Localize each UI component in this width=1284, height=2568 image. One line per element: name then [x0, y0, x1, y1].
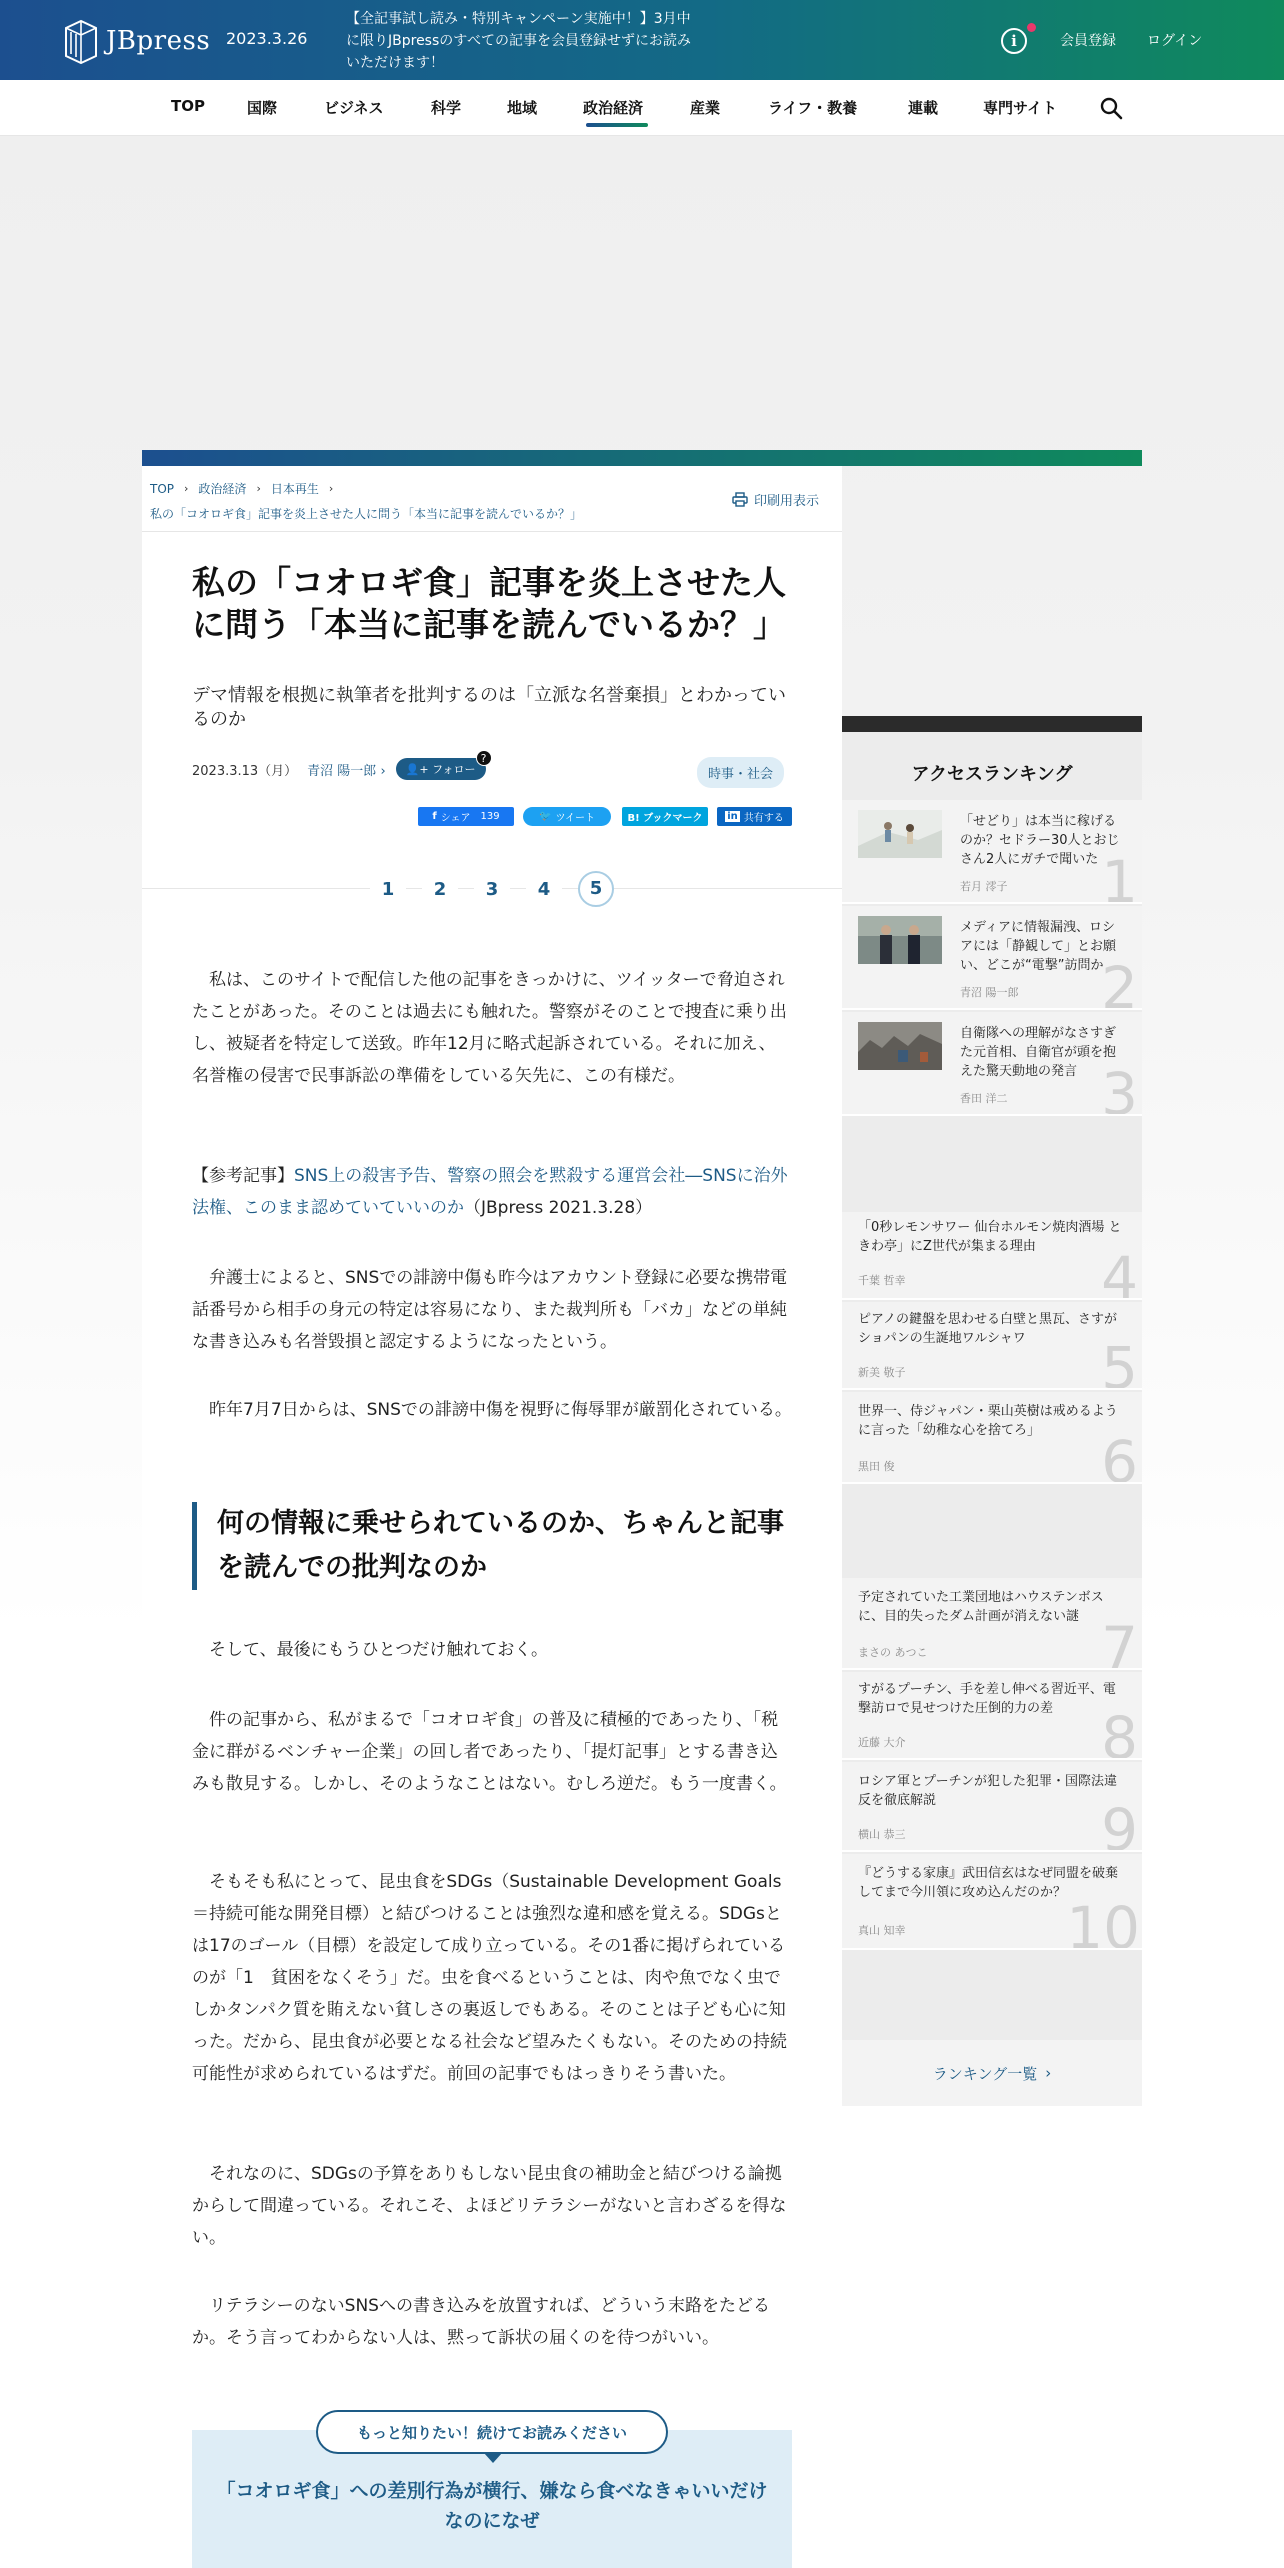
ranking-item-title: 自衛隊への理解がなさすぎた元首相、自衛官が頭を抱えた驚天動地の発言 [960, 1026, 1117, 1079]
thumb-rubble-icon [858, 1022, 942, 1070]
ranking-item-author: 近藤 大介 [858, 1736, 906, 1749]
article-date: 2023.3.13（月） [192, 763, 298, 779]
page-3-link[interactable]: 3 [474, 874, 510, 906]
ranking-item-10[interactable] [842, 1854, 1142, 1950]
article-paragraph: そして、最後にもうひとつだけ触れておく。 [209, 1640, 548, 1660]
ranking-item-author: 千葉 哲幸 [858, 1274, 906, 1287]
breadcrumb-politics-economy[interactable]: 政治経済 [198, 482, 247, 496]
search-icon[interactable] [1099, 96, 1123, 120]
page-1-link[interactable]: 1 [370, 874, 406, 906]
chevron-right-icon: › [1045, 2064, 1052, 2082]
ranking-item-author: 黒田 俊 [858, 1460, 895, 1473]
ranking-list-link[interactable] [842, 2040, 1142, 2106]
twitter-bird-icon: 🐦 [539, 811, 552, 822]
notification-info-icon[interactable]: i [1001, 28, 1027, 54]
print-label: 印刷用表示 [754, 494, 820, 509]
ranking-item-6[interactable] [842, 1392, 1142, 1484]
breadcrumb [150, 480, 333, 497]
page-5-current: 5 [578, 871, 614, 907]
ranking-item-title: ピアノの鍵盤を思わせる白壁と黒瓦、さすがショパンの生誕地ワルシャワ [858, 1312, 1117, 1346]
reference-suffix: （JBpress 2021.3.28） [464, 1198, 653, 1218]
ranking-number: 2 [1101, 954, 1138, 1010]
nav-item-politics-economy[interactable]: 政治経済 [583, 99, 644, 117]
ranking-item-title: メディアに情報漏洩、ロシアには「静観して」とお願い、どこが“電撃”訪問か [960, 920, 1117, 973]
ranking-item-5[interactable] [842, 1302, 1142, 1390]
ranking-item-author: 青沼 陽一郎 [960, 986, 1019, 999]
nav-item-series[interactable]: 連載 [908, 99, 939, 117]
hatena-bookmark-button[interactable]: B! ブックマーク [622, 807, 708, 826]
twitter-share-button[interactable] [523, 807, 611, 826]
ranking-ad-slot [842, 1952, 1142, 2040]
ranking-number: 10 [1066, 1894, 1140, 1950]
header-date: 2023.3.26 [226, 29, 308, 48]
ranking-item-8[interactable] [842, 1672, 1142, 1760]
help-icon[interactable]: ? [476, 750, 492, 766]
ranking-title: アクセスランキング [911, 764, 1073, 785]
nav-item-life[interactable]: ライフ・教養 [768, 99, 858, 117]
nav-item-science[interactable]: 科学 [431, 99, 462, 117]
article-paragraph: 昨年7月7日からは、SNSでの誹謗中傷を視野に侮辱罪が厳罰化されている。 [209, 1400, 792, 1420]
breadcrumb-current[interactable]: 私の「コオロギ食」記事を炎上させた人に問う「本当に記事を読んでいるか？」 [150, 507, 583, 521]
printer-icon [732, 492, 748, 507]
ranking-item-1[interactable] [842, 800, 1142, 904]
ranking-item-3[interactable] [842, 1012, 1142, 1116]
ranking-item-author: 若月 澪子 [960, 880, 1008, 893]
ranking-number: 7 [1101, 1614, 1138, 1670]
reference-paragraph [192, 1160, 792, 1224]
register-link[interactable]: 会員登録 [1060, 33, 1116, 49]
breadcrumb-series[interactable]: 日本再生 [270, 482, 319, 496]
ranking-item-author: 横山 恭三 [858, 1828, 906, 1841]
chevron-right-icon: › [184, 482, 189, 495]
linkedin-share-label: 共有する [743, 813, 784, 824]
facebook-icon: f [432, 811, 437, 822]
ranking-item-2[interactable] [842, 906, 1142, 1010]
caret-down-icon [484, 2453, 502, 2463]
related-article-link[interactable]: 「コオロギ食」への差別行為が横行、嫌なら食べなきゃいいだけなのになぜ [216, 2480, 768, 2532]
nav-item-international[interactable]: 国際 [247, 99, 278, 117]
promo-banner-link[interactable]: 【全記事試し読み・特別キャンペーン実施中！】3月中に限りJBpressのすべての記事を会員登録せずにお読みいただけます！ [346, 11, 691, 71]
ranking-item-author: 新美 敬子 [858, 1366, 906, 1379]
page-4-link[interactable]: 4 [526, 874, 562, 906]
article-paragraph: リテラシーのないSNSへの書き込みを放置すれば、どういう末路をたどるか。そう言ってわからない人は、黙って訴状の届くのを待つがいい。 [192, 2296, 770, 2348]
ranking-number: 5 [1101, 1334, 1138, 1390]
ranking-item-title: 「せどり」は本当に稼げるのか？セドラー30人とおじさん2人にガチで聞いた [960, 814, 1120, 867]
ranking-item-9[interactable] [842, 1762, 1142, 1852]
ranking-list-label: ランキング一覧 [932, 2064, 1038, 2083]
author-link[interactable]: 青沼 陽一郎 › [307, 763, 386, 779]
nav-active-indicator [586, 123, 648, 127]
add-user-icon: 👤+ [405, 763, 433, 776]
notification-badge [1027, 23, 1036, 32]
follow-label: フォロー [432, 763, 476, 776]
ranking-ad-slot [842, 1118, 1142, 1212]
author-name: 青沼 陽一郎 [307, 763, 377, 779]
print-button[interactable] [732, 490, 819, 509]
section-heading: 何の情報に乗せられているのか、ちゃんと記事を読んでの批判なのか [192, 1502, 792, 1590]
chevron-right-icon: › [328, 482, 334, 495]
ranking-ad-slot [842, 1486, 1142, 1578]
facebook-share-label: シェア [440, 813, 471, 824]
ranking-number: 4 [1101, 1244, 1138, 1300]
logo-box-icon [62, 18, 100, 64]
main-nav [0, 80, 1284, 136]
thumb-people-icon [858, 810, 942, 858]
ranking-item-author: 真山 知幸 [858, 1924, 906, 1937]
ranking-item-7[interactable] [842, 1578, 1142, 1670]
breadcrumb-top[interactable]: TOP [150, 481, 175, 496]
article-paragraph: 私は、このサイトで配信した他の記事をきっかけに、ツイッターで脅迫されたことがあった。そのことは過去にも触れた。警察がそのことで捜査に乗り出し、被疑者を特定して送致。昨年12月に略式起訴されている。それに加え、名誉権の侵害で民事訴訟の準備をしている矢先に、この有様だ。 [192, 970, 787, 1086]
linkedin-icon: in [727, 811, 738, 822]
site-logo[interactable] [62, 18, 210, 64]
ranking-number: 6 [1101, 1428, 1138, 1484]
ranking-item-title: 「0秒レモンサワー 仙台ホルモン焼肉酒場 ときわ亭」にZ世代が集まる理由 [858, 1220, 1122, 1254]
linkedin-share-button[interactable] [717, 807, 792, 826]
facebook-share-count: 139 [480, 811, 500, 822]
ranking-number: 8 [1101, 1704, 1138, 1760]
ranking-item-4[interactable] [842, 1212, 1142, 1300]
content-accent-bar [142, 450, 1142, 466]
ranking-item-title: 『どうする家康』武田信玄はなぜ同盟を破棄してまで今川領に攻め込んだのか？ [858, 1866, 1119, 1900]
site-header [0, 0, 1284, 80]
ranking-item-title: ロシア軍とプーチンが犯した犯罪・国際法違反を徹底解説 [858, 1774, 1117, 1808]
article-title: 私の「コオロギ食」記事を炎上させた人に問う「本当に記事を読んでいるか？」 [192, 563, 786, 644]
article-paragraph: 件の記事から、私がまるで「コオロギ食」の普及に積極的であったり、「税金に群がるベンチャー企業」の回し者であったり、「提灯記事」とする書き込みも散見する。しかし、そのようなことはない。むしろ逆だ。もう一度書く。 [192, 1710, 787, 1794]
ranking-item-author: 香田 洋二 [960, 1092, 1008, 1105]
category-tag[interactable]: 時事・社会 [697, 757, 784, 788]
article-subtitle: デマ情報を根拠に執筆者を批判するのは「立派な名誉棄損」とわかっているのか [192, 685, 786, 730]
ranking-item-title: 予定されていた工業団地はハウステンボスに、目的失ったダム計画が消えない謎 [858, 1590, 1104, 1624]
continue-reading-label: もっと知りたい！続けてお読みください [316, 2410, 668, 2454]
logo-text: JBpress [106, 26, 211, 56]
article-paragraph: そもそも私にとって、昆虫食をSDGs（Sustainable Development Goals＝持続可能な開発目標）と結びつけることは強烈な違和感を覚える。SDGsとは17のゴール（目標）を設定して成り立っている。その1番に掲げられているのが「1 貧困をなくそう」だ。虫を食べるということは、肉や魚でなく虫でしかタンパク質を賄えない貧しさの裏返しでもある。そのことは子ども心に知った。だから、昆虫食が必要となる社会など望みたくもない。そのための持続可能性が求められているはずだ。前回の記事でもはっきりそう書いた。 [192, 1872, 787, 2084]
article-paragraph: それなのに、SDGsの予算をありもしない昆虫食の補助金と結びつける論拠からして間違っている。それこそ、よほどリテラシーがないと言わざるを得ない。 [192, 2164, 787, 2248]
facebook-share-button[interactable] [418, 807, 514, 826]
nav-item-industry[interactable]: 産業 [690, 99, 721, 117]
ranking-item-title: すがるプーチン、手を差し伸べる習近平、電撃訪ロで見せつけた圧倒的力の差 [858, 1682, 1116, 1716]
chevron-right-icon: › [256, 482, 261, 495]
login-link[interactable]: ログイン [1147, 33, 1203, 49]
ranking-header-bar [842, 716, 1142, 732]
reference-article-link[interactable]: SNS上の殺害予告、警察の照会を黙殺する運営会社―SNSに治外法権、このまま認めていていいのか [192, 1166, 788, 1218]
article-meta [192, 751, 487, 780]
nav-item-region[interactable]: 地域 [507, 99, 538, 117]
ranking-number: 9 [1101, 1796, 1138, 1852]
ranking-item-author: まさの あつこ [858, 1646, 928, 1659]
ranking-number: 1 [1101, 848, 1138, 904]
page-2-link[interactable]: 2 [422, 874, 458, 906]
article-paragraph: 弁護士によると、SNSでの誹謗中傷も昨今はアカウント登録に必要な携帯電話番号から相手の身元の特定は容易になり、また裁判所も「バカ」などの単純な書き込みも名誉毀損と認定するようになったという。 [192, 1268, 788, 1352]
twitter-share-label: ツイート [555, 813, 595, 824]
follow-button[interactable] [396, 751, 487, 780]
nav-item-business[interactable]: ビジネス [324, 99, 384, 117]
ranking-number: 3 [1101, 1060, 1138, 1116]
nav-item-top[interactable]: TOP [171, 97, 205, 115]
nav-item-special-sites[interactable]: 専門サイト [983, 99, 1057, 117]
reference-prefix: 【参考記事】 [192, 1166, 294, 1186]
ranking-item-title: 世界一、侍ジャパン・栗山英樹は戒めるように言った「幼稚な心を捨てろ」 [858, 1404, 1118, 1438]
thumb-handshake-icon [858, 916, 942, 964]
